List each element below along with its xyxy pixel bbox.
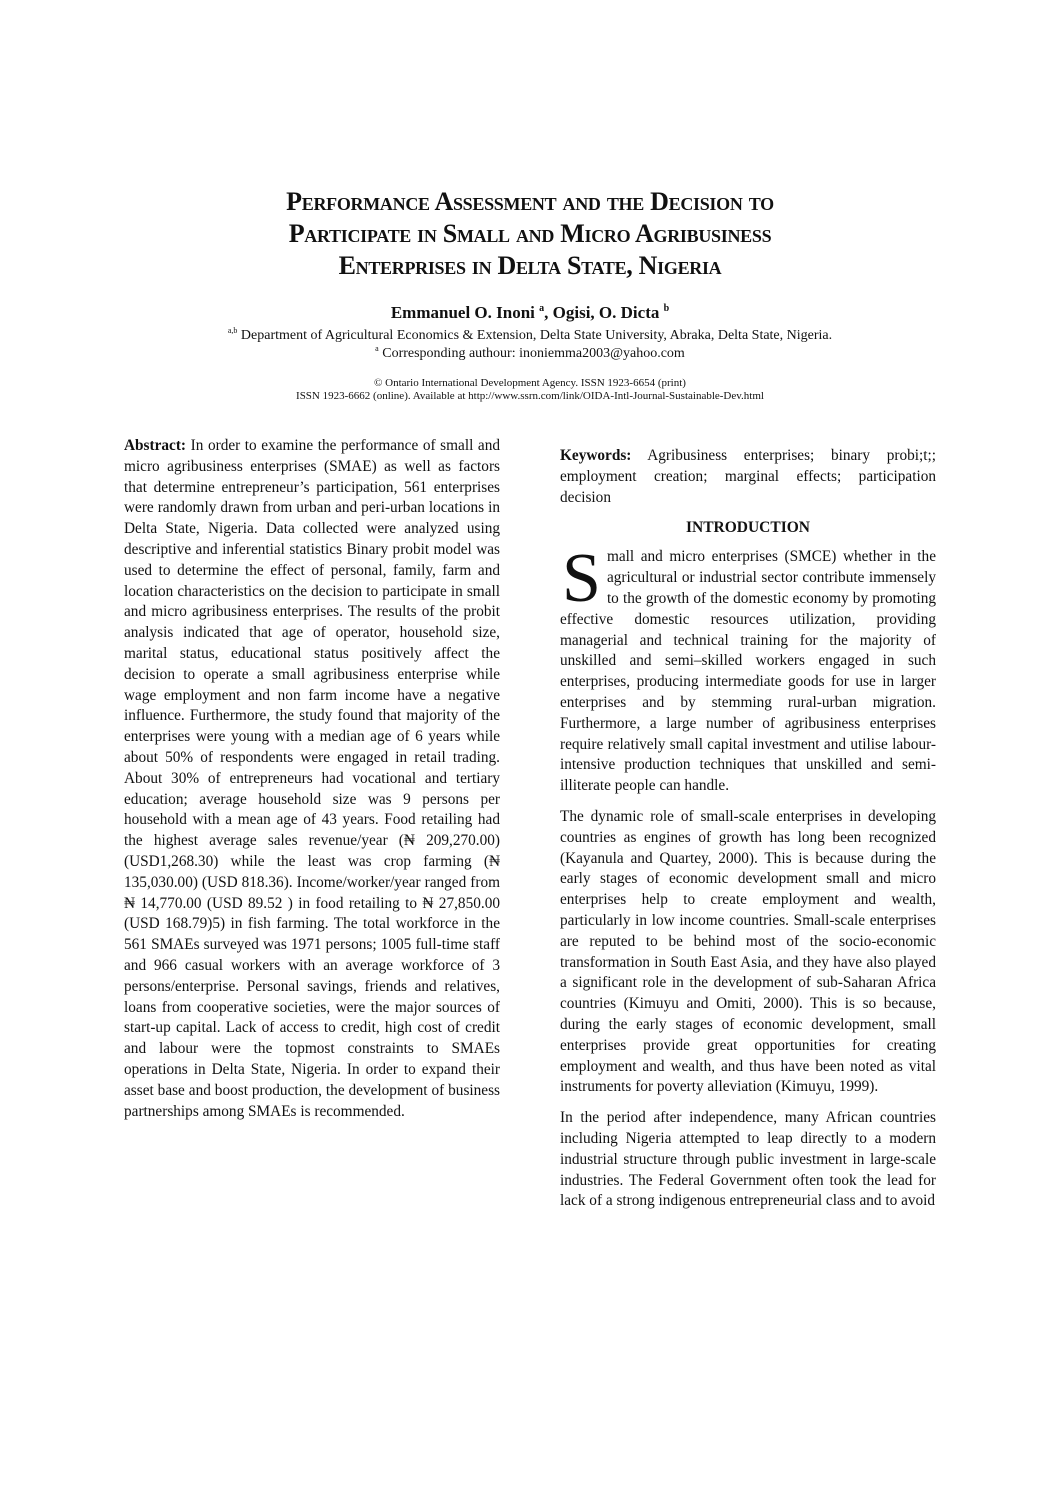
introduction-paragraph: In the period after independence, many African countries including Nigeria attempted to leap directly to a modern industrial structure through public investment in large-scale industries. The Federal Government often took the lead for lack of a strong indigenous entrepreneurial class and to avoid xyxy=(560,1109,936,1210)
copyright-line-1: © Ontario International Development Agency. ISSN 1923-6654 (print) xyxy=(374,377,686,389)
author-separator: , xyxy=(544,303,553,322)
affiliation-mark: a,b xyxy=(227,326,238,335)
abstract-label: Abstract: xyxy=(124,437,187,454)
introduction-paragraph-text: mall and micro enterprises (SMCE) whether in the agricultural or industrial sector contribute immensely to the growth of the domestic economy by promoting effective domestic resources utilization, providing managerial and technical training for the majority of unskilled and semi–skilled workers engaged in such enterprises, producing intermediate goods for use in larger enterprises and by stemming rural-urban migration. Furthermore, a large number of agribusiness enterprises require relatively small capital investment and utilise labour-intensive production techniques that unskilled and semi-illiterate people can handle. xyxy=(560,548,936,795)
author-affiliation-mark: b xyxy=(663,303,670,314)
introduction-paragraph: The dynamic role of small-scale enterprises in developing countries as engines of growth has long been recognized (Kayanula and Quartey, 2000). This is because during the early stages of economic development small and micro enterprises help to create employment and wealth, particularly in low income countries. Small-scale enterprises are reputed to be behind most of the socio-economic transformation in South East Asia, and they have also played a significant role in the development of sub-Saharan Africa countries (Kimuyu and Omiti, 2000). This is so because, during the early stages of economic development, small enterprises provide great opportunities for creating employment and wealth, and thus have been noted as vital instruments for poverty alleviation (Kimuyu, 1999). xyxy=(560,807,936,1096)
title-line-2: Participate in Small and Micro Agribusiness xyxy=(288,219,772,248)
keywords xyxy=(560,446,936,508)
copyright-line-2: ISSN 1923-6662 (online). Available at http://www.ssrn.com/link/OIDA-Intl-Journal-Sustainable-Dev.html xyxy=(296,390,764,402)
abstract xyxy=(124,436,500,1122)
author-affiliation-mark: a xyxy=(539,303,545,314)
right-column xyxy=(560,446,936,1222)
paper-title xyxy=(150,186,910,282)
corresponding-author xyxy=(150,340,910,363)
keywords-text: Agribusiness enterprises; binary probi;t;; employment creation; marginal effects; participation decision xyxy=(560,447,936,506)
corresponding-mark: a xyxy=(375,344,379,353)
title-line-3: Enterprises in Delta State, Nigeria xyxy=(338,251,722,280)
left-column xyxy=(124,436,500,1122)
copyright-notice xyxy=(150,377,910,403)
author-name: Ogisi, O. Dicta xyxy=(552,303,660,322)
abstract-text: In order to examine the performance of small and micro agribusiness enterprises (SMAE) as well as factors that determine entrepreneur’s participation, 561 enterprises were randomly drawn from urban and peri-urban locations in Delta State, Nigeria. Data collected were analyzed using descriptive and inferential statistics Binary probit model was used to determine the effect of personal, family, farm and location characteristics on the decision to participate in small and micro agribusiness enterprises. The results of the probit analysis indicated that age of operator, household size, marital status, educational status positively affect the decision to operate a small agribusiness enterprise while wage employment and non farm income have a negative influence. Furthermore, the study found that majority of the enterprises were young with a median age of 6 years while about 50% of respondents were engaged in retail trading. About 30% of entrepreneurs had vocational and tertiary education; average household size was 9 persons per household with a mean age of 43 years. Food retailing had the highest average sales revenue/year (₦ 209,270.00) (USD1,268.30) while the least was crop farming (₦ 135,030.00) (USD 818.36). Income/worker/year ranged from ₦ 14,770.00 (USD 89.52 ) in food retailing to ₦ 27,850.00 (USD 168.79)5) in fish farming. The total workforce in the 561 SMAEs surveyed was 1971 persons; 1005 full-time staff and 966 casual workers with an average workforce of 3 persons/enterprise. Personal savings, friends and relatives, loans from cooperative societies, were the major sources of start-up capital. Lack of access to credit, high cost of credit and labour were the topmost constraints to SMAEs operations in Delta State, Nigeria. In order to expand their asset base and boost production, the development of business partnerships among SMAEs is recommended. xyxy=(124,437,500,1120)
keywords-label: Keywords: xyxy=(560,447,632,464)
drop-cap: S xyxy=(562,540,601,618)
affiliation-text: Department of Agricultural Economics & Extension, Delta State University, Abraka, Delta State, Nigeria. xyxy=(240,328,833,343)
author-name: Emmanuel O. Inoni xyxy=(390,303,535,322)
introduction-paragraph xyxy=(560,540,936,797)
corresponding-text: Corresponding authour: inoniemma2003@yahoo.com xyxy=(382,346,685,361)
title-line-1: Performance Assessment and the Decision to xyxy=(286,187,774,216)
section-heading-introduction: INTRODUCTION xyxy=(685,519,810,537)
author-list xyxy=(150,299,910,323)
